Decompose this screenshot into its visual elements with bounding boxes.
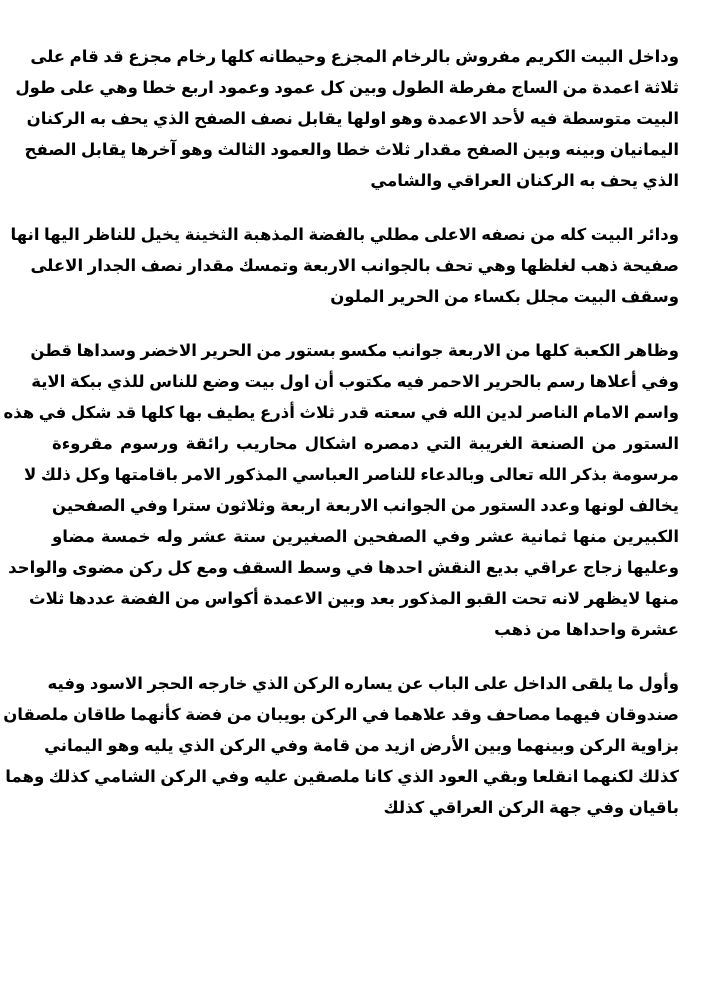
- paragraph-line: يخالف لونها وعدد الستور من الجوانب الاربعة اربعة وثلاثون سترا وفي الصفحين: [52, 497, 679, 515]
- paragraph-line: اليمانيان وبينه وبين الصفح مقدار ثلاث خطا والعمود الثالث وهو آخرها يقابل الصفح: [24, 141, 679, 159]
- paragraph-line: الستور من الصنعة الغريبة التي دمصره اشكال محاريب رائقة ورسوم مقروءة: [52, 435, 679, 453]
- paragraph-line: وفي أعلاها رسم بالحرير الاحمر فيه مكتوب أن اول بيت وضع للناس للذي ببكة الاية: [31, 373, 679, 391]
- paragraph-2: [10, 220, 679, 313]
- paragraph-line: ودائر البيت كله من نصفه الاعلى مطلي بالفضة المذهبة الثخينة يخيل للناظر اليها انها: [10, 226, 679, 244]
- paragraph-line: وظاهر الكعبة كلها من الاربعة جوانب مكسو بستور من الحرير الاخضر وسداها قطن: [30, 342, 679, 360]
- paragraph-line: صندوقان فيهما مصاحف وقد علاهما في الركن بويبان من فضة كأنهما طاقان ملصقان: [3, 706, 679, 724]
- paragraph-line: ثلاثة اعمدة من الساج مفرطة الطول وبين كل عمود وعمود اربع خطا وهي على طول: [15, 79, 679, 97]
- paragraph-line: وعليها زجاج عراقي بديع النقش احدها في وسط السقف ومع كل ركن مضوى والواحد: [8, 559, 679, 577]
- paragraph-line: وداخل البيت الكريم مفروش بالرخام المجزع وحيطانه كلها رخام مجزع قد قام على: [30, 48, 679, 66]
- paragraph-line: عشرة واحداها من ذهب: [494, 621, 679, 639]
- paragraph-line: البيت متوسطة فيه لأحد الاعمدة وهو اولها يقابل نصف الصفح الذي يحف به الركنان: [26, 110, 679, 128]
- paragraph-line: واسم الامام الناصر لدين الله في سعته قدر ثلاث أذرع يطيف بها كلها قد شكل في هذه: [3, 404, 679, 422]
- document-body: [3, 42, 679, 824]
- paragraph-1: [15, 42, 679, 197]
- paragraph-line: مرسومة بذكر الله تعالى وبالدعاء للناصر العباسي المذكور الامر باقامتها وكل ذلك لا: [23, 466, 679, 484]
- paragraph-line: بزاوية الركن وبينهما وبين الأرض ازيد من قامة وفي الركن الذي يليه وهو اليماني: [44, 737, 679, 755]
- paragraph-4: [3, 669, 679, 824]
- paragraph-line: الكبيرين منها ثمانية عشر وفي الصفحين الصغيرين ستة عشر وله خمسة مضاو: [52, 528, 679, 546]
- paragraph-line: وسقف البيت مجلل بكساء من الحرير الملون: [330, 288, 679, 306]
- paragraph-3: [3, 336, 679, 646]
- paragraph-line: وأول ما يلقى الداخل على الباب عن يساره الركن الذي خارجه الحجر الاسود وفيه: [47, 675, 679, 693]
- paragraph-line: الذي يحف به الركنان العراقي والشامي: [370, 172, 679, 190]
- paragraph-line: كذلك لكنهما انقلعا وبقي العود الذي كانا ملصقين عليه وفي الركن الشامي كذلك وهما: [5, 768, 679, 786]
- paragraph-line: صفيحة ذهب لغلظها وهي تحف بالجوانب الاربعة وتمسك مقدار نصف الجدار الاعلى: [30, 257, 679, 275]
- paragraph-line: باقيان وفي جهة الركن العراقي كذلك: [383, 799, 679, 817]
- paragraph-line: منها لايظهر لانه تحت القبو المذكور بعد وبين الاعمدة أكواس من الفضة عددها ثلاث: [29, 590, 679, 608]
